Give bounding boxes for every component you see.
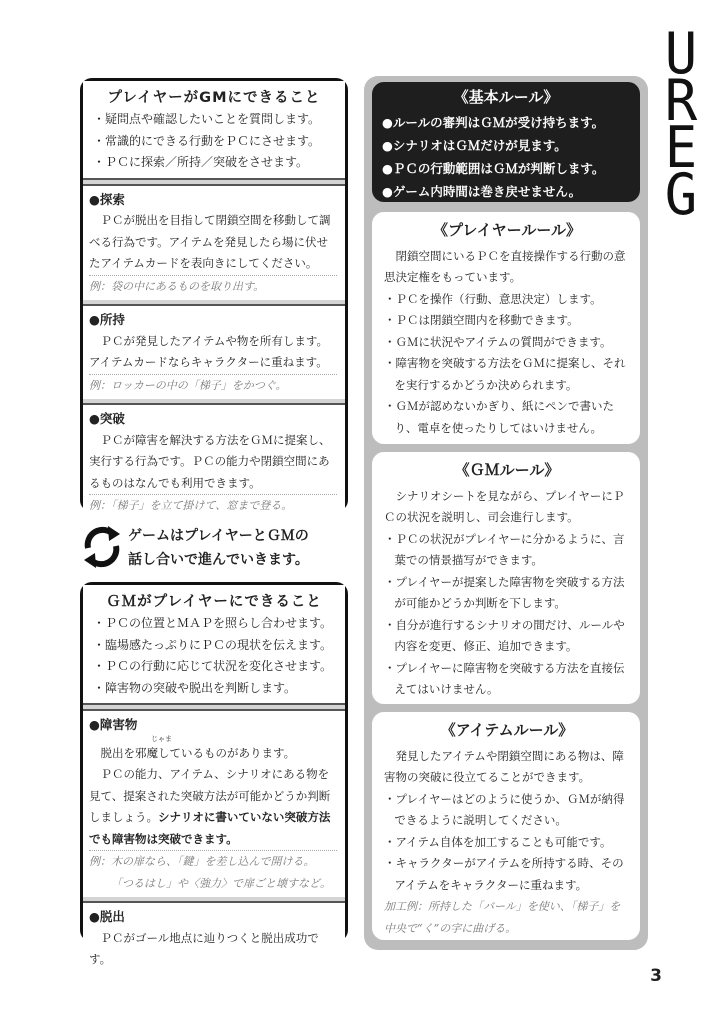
panel-heading: プレイヤーがGMにできること xyxy=(83,81,345,109)
section-example: 例：「梯子」を立て掛けて、窓まで登る。 xyxy=(89,494,337,517)
gm-to-player-panel xyxy=(80,582,348,966)
section-heading: ●脱出 xyxy=(89,909,125,924)
section-body: ＰＣが脱出を目指して閉鎖空間を移動して調べる行為です。アイテムを発見したら場に伏せたアイテムカードを表向きにしてください。 xyxy=(89,213,331,270)
title-letter: G xyxy=(664,161,698,228)
bullet-item: ・ＰＣの位置とＭＡＰを照らし合わせます。 xyxy=(93,616,333,630)
box-lead: 発見したアイテムや閉鎖空間にある物は、障害物の突破に役立てることができます。 xyxy=(384,748,624,784)
bullet-item: ・障害物の突破や脱出を判断します。 xyxy=(93,680,297,695)
rule-item: ・プレイヤーが提案した障害物を突破する方法が可能かどうか判断を下します。 xyxy=(384,574,625,610)
vertical-title xyxy=(656,20,706,228)
cycle-arrows-icon xyxy=(80,522,124,572)
section-obstacle xyxy=(83,709,345,897)
ruby-text: じゃま xyxy=(151,734,172,743)
cycle-text xyxy=(128,524,309,572)
box-heading: 《基本ルール》 xyxy=(453,88,559,106)
rule-item: ・ＧＭが認めないかぎり、紙にペンで書いたり、電卓を使ったりしてはいけません。 xyxy=(384,399,614,435)
rule-item: ・自分が進行するシナリオの間だけ、ルールや内容を変更、修正、追加できます。 xyxy=(384,617,625,653)
section-body-text: ＰＣの能力、アイテム、シナリオにある物を見て、提案された突破方法が可能かどうか判断しましょう。 xyxy=(89,767,331,824)
bullet-list xyxy=(83,109,345,180)
title-letter: E xyxy=(664,114,698,181)
rule-item: ・ＰＣを操作（行動、意思決定）します。 xyxy=(384,291,602,306)
player-rules-box xyxy=(372,212,640,444)
title-letter: R xyxy=(664,67,698,134)
rule-item: ・キャラクターがアイテムを所持する時、そのアイテムをキャラクターに重ねます。 xyxy=(384,856,624,892)
title-letter: U xyxy=(664,20,698,87)
rule-item: ・プレイヤーはどのように使うか、ＧＭが納得できるように説明してください。 xyxy=(384,791,625,827)
rule-example: 加工例：所持した「バール」を使い、「梯子」を中央で“く”の字に曲げる。 xyxy=(384,900,621,935)
rule-item: ●ゲーム内時間は巻き戻せません。 xyxy=(382,184,582,199)
rule-item: ・ＰＣの状況がプレイヤーに分かるように、言葉での情景描写ができます。 xyxy=(384,531,625,567)
section-escape xyxy=(83,901,345,974)
cycle-note xyxy=(80,520,355,576)
section-body: ＰＣが障害を解決する方法をＧＭに提案し、実行する行為です。ＰＣの能力や閉鎖空間にあるものはなんでも利用できます。 xyxy=(89,432,331,490)
section-body: ＰＣが発見したアイテムや物を所有します。アイテムカードならキャラクターに重ねます。 xyxy=(89,333,328,369)
section-example: 例：ロッカーの中の「梯子」をかつぐ。 xyxy=(89,374,337,397)
rule-item: ・障害物を突破する方法をＧＭに提案し、それを実行するかどうか決められます。 xyxy=(384,356,626,392)
rule-item: ・プレイヤーに障害物を突破する方法を直接伝えてはいけません。 xyxy=(384,660,625,696)
page-number: 3 xyxy=(650,966,662,986)
section-heading: ●探索 xyxy=(89,191,125,207)
section-bold-text: シナリオに書いていない突破方法でも障害物は突破できます。 xyxy=(89,810,331,846)
rule-item: ・アイテム自体を加工することも可能です。 xyxy=(384,834,612,849)
gm-rules-box xyxy=(372,452,640,704)
section-example: 例：袋の中にあるものを取り出す。 xyxy=(89,275,337,298)
section-body: 脱出を邪魔しているものがあります。 xyxy=(100,745,296,760)
box-lead: シナリオシートを見ながら、プレイヤーにＰＣの状況を説明し、司会進行します。 xyxy=(384,488,625,524)
section-example: 例：木の扉なら、「鍵」を差し込んで開ける。 xyxy=(89,850,337,873)
section-body xyxy=(89,764,337,850)
section-heading: ●障害物 xyxy=(89,717,138,732)
player-to-gm-panel xyxy=(80,78,348,512)
rule-item: ・ＧＭに状況やアイテムの質問ができます。 xyxy=(384,334,612,349)
item-rules-box xyxy=(372,712,640,940)
rule-item: ●ＰＣの行動範囲はＧＭが判断します。 xyxy=(382,161,605,176)
section-heading: ●突破 xyxy=(89,411,125,426)
bullet-item: ・ＰＣに探索／所持／突破をさせます。 xyxy=(93,155,309,169)
bullet-item: ・常識的にできる行動をＰＣにさせます。 xyxy=(93,133,321,148)
box-heading: 《プレイヤールール》 xyxy=(432,221,582,239)
section-possess xyxy=(83,304,345,399)
bullet-list xyxy=(83,613,345,705)
bullet-item: ・ＰＣの行動に応じて状況を変化させます。 xyxy=(93,659,333,673)
section-body: ＰＣがゴール地点に辿りつくと脱出成功です。 xyxy=(89,930,319,966)
box-heading: 《アイテムルール》 xyxy=(440,721,574,739)
box-heading: 《ＧＭルール》 xyxy=(454,461,560,479)
rule-item: ●ルールの審判はＧＭが受け持ちます。 xyxy=(382,115,605,130)
panel-heading: ＧＭがプレイヤーにできること xyxy=(83,585,345,613)
box-lead: 閉鎖空間にいるＰＣを直接操作する行動の意思決定権をもっています。 xyxy=(384,248,626,284)
cycle-line: 話し合いで進んでいきます。 xyxy=(128,552,309,568)
section-heading: ●所持 xyxy=(89,312,125,327)
bullet-item: ・疑問点や確認したいことを質問します。 xyxy=(93,112,321,126)
section-explore xyxy=(83,184,345,301)
section-example: 「つるはし」や〈強力〉で扉ごと壊すなど。 xyxy=(111,876,331,890)
basic-rules-box xyxy=(372,82,640,202)
bullet-item: ・臨場感たっぷりにＰＣの現状を伝えます。 xyxy=(93,637,333,652)
cycle-line: ゲームはプレイヤーとＧＭの xyxy=(128,528,309,544)
rule-item: ・ＰＣは閉鎖空間内を移動できます。 xyxy=(384,313,579,327)
section-breakthrough xyxy=(83,403,345,520)
rule-item: ●シナリオはＧＭだけが見ます。 xyxy=(382,138,567,153)
